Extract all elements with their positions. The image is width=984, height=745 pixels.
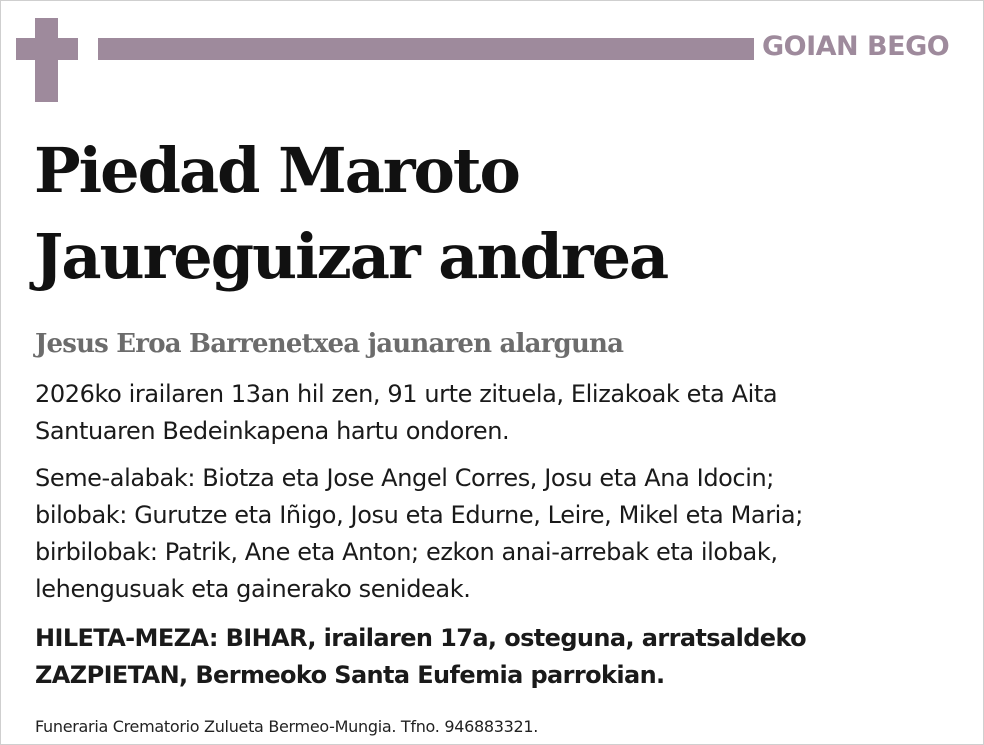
family-paragraph [35,460,965,608]
deceased-name [34,128,964,300]
family-line1: Seme-alabak: Biotza eta Jose Angel Corres, Josu eta Ana Idocin; [35,464,774,492]
death-notice-line2: Santuaren Bedeinkapena hartu ondoren. [35,417,510,445]
cross-icon [16,18,78,102]
funeral-line2: ZAZPIETAN, Bermeoko Santa Eufemia parrokian. [35,661,665,689]
death-notice-line1: 2026ko irailaren 13an hil zen, 91 urte zituela, Elizakoak eta Aita [35,380,778,408]
family-line2: bilobak: Gurutze eta Iñigo, Josu eta Edurne, Leire, Mikel eta Maria; [35,501,803,529]
cemetery-heading: GOIAN BEGO [762,31,950,62]
death-notice-paragraph [35,376,965,450]
family-line3: birbilobak: Patrik, Ane eta Anton; ezkon anai-arrebak eta ilobak, [35,538,778,566]
funeral-paragraph [35,620,965,694]
deceased-name-line2: Jaureguizar andrea [34,220,668,293]
funeral-home-footer: Funeraria Crematorio Zulueta Bermeo-Mungia. Tfno. 946883321. [35,717,539,736]
deceased-name-line1: Piedad Maroto [34,134,519,207]
relation-subtitle: Jesus Eroa Barrenetxea jaunaren alarguna [35,329,624,359]
funeral-line1: HILETA-MEZA: BIHAR, irailaren 17a, osteguna, arratsaldeko [35,624,807,652]
header-rule [98,38,754,60]
family-line4: lehengusuak eta gainerako senideak. [35,575,471,603]
